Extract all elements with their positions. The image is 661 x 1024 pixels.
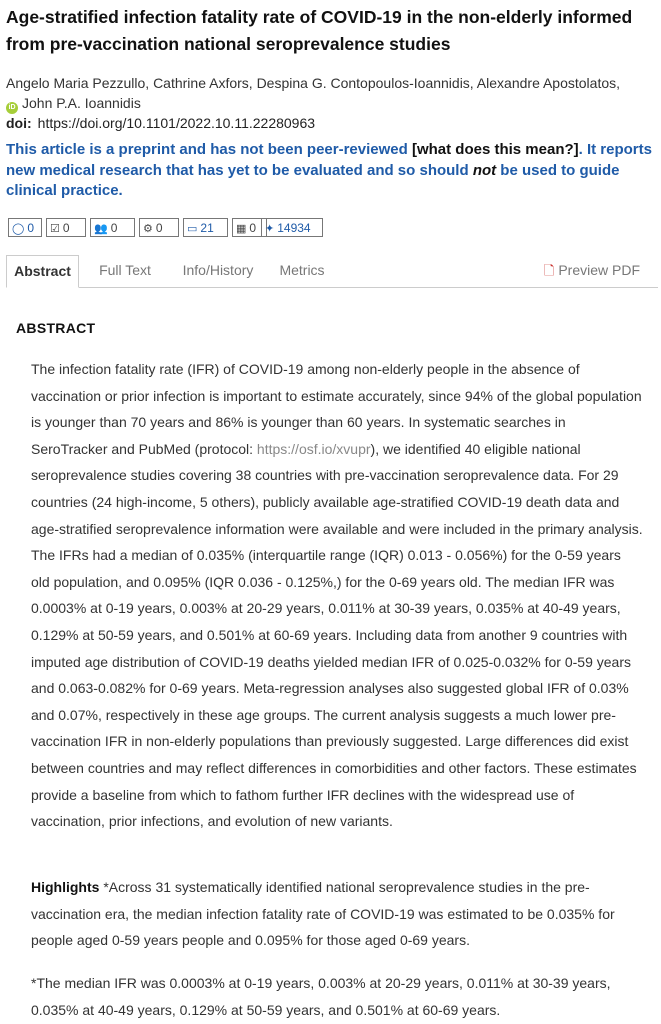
highlights-label: Highlights — [31, 879, 100, 895]
twitter-icon: ✦ — [265, 223, 275, 235]
authors-line-1[interactable]: Angelo Maria Pezzullo, Cathrine Axfors, Despina G. Contopoulos-Ioannidis, Alexandre Apostolatos, — [6, 75, 621, 91]
what-does-this-mean-link[interactable]: [what does this mean?] — [411, 141, 579, 158]
doi-line — [6, 115, 315, 131]
reviews-count: 0 — [62, 221, 70, 235]
preview-pdf-label: Preview PDF — [558, 262, 640, 278]
authors-line-2[interactable]: John P.A. Ioannidis — [22, 95, 141, 111]
notice-part1: This article is a preprint and has not been peer-reviewed — [6, 141, 412, 158]
article-tabs — [6, 255, 658, 288]
monitor-icon: ▭ — [187, 223, 198, 235]
community-counter[interactable] — [90, 218, 135, 237]
twitter-count: 14934 — [277, 221, 311, 235]
video-count: 0 — [249, 221, 257, 235]
notice-part2: . It reports new medical research that has yet to be evaluated and so should — [6, 141, 652, 179]
tab-full-text[interactable]: Full Text — [99, 262, 151, 278]
community-count: 0 — [110, 221, 118, 235]
highlights-text-1: *Across 31 systematically identified national seroprevalence studies in the pre-vaccination era, the median infection fatality rate of COVID-19 was estimated to be 0.035% for people aged 0-59 years people and 0.095% for those aged 0-69 years. — [31, 879, 615, 949]
media-counter[interactable] — [183, 218, 228, 237]
abstract-text-1: The infection fatality rate (IFR) of COVID-19 among non-elderly people in the absence of vaccination or prior infection is important to estimate accurately, since 94% of the global population is younger than 70 years and 86% is younger than 60 years. In systematic searches in SeroTracker and PubMed (protocol: — [31, 361, 642, 457]
doi-link[interactable]: https://doi.org/10.1101/2022.10.11.22280963 — [37, 115, 316, 131]
film-icon: ▦ — [236, 223, 247, 235]
pdf-file-icon: 🗋 — [543, 263, 555, 278]
highlights-paragraph-2: *The median IFR was 0.0003% at 0-19 years, 0.003% at 20-29 years, 0.011% at 30-39 years, 0.035% at 40-49 years, 0.129% at 50-59 years, and 0.501% at 60-69 years. — [31, 975, 611, 1018]
doi-label: doi: — [6, 115, 32, 131]
orcid-icon[interactable]: iD — [6, 102, 18, 114]
tab-info-history[interactable]: Info/History — [182, 262, 254, 278]
notice-emphasis: not — [472, 161, 497, 179]
media-count: 21 — [200, 221, 214, 235]
tab-metrics[interactable]: Metrics — [279, 262, 325, 278]
tab-abstract[interactable]: Abstract — [6, 255, 79, 288]
automated-count: 0 — [155, 221, 163, 235]
abstract-text-2: ), we identified 40 eligible national seroprevalence studies covering 38 countries with pre-vaccination seroprevalence data. For 29 countries (24 high-income, 5 others), publicly available age-stratified COVID-19 death data and age-stratified seroprevalence information were available and were included in the primary analysis. The IFRs had a median of 0.035% (interquartile range (IQR) 0.013 - 0.056%) for the 0-59 years old population, and 0.095% (IQR 0.036 - 0.125%,) for the 0-69 years old. The median IFR was 0.0003% at 0-19 years, 0.003% at 20-29 years, 0.011% at 30-39 years, 0.035% at 40-49 years, 0.129% at 50-59 years, and 0.501% at 60-69 years. Including data from another 9 countries with imputed age distribution of COVID-19 deaths yielded median IFR of 0.025-0.032% for 0-59 years and 0.063-0.082% for 0-69 years. Meta-regression analyses also suggested global IFR of 0.03% and 0.07%, respectively in these age groups. The current analysis suggests a much lower pre-vaccination IFR in non-elderly populations than previously suggested. Large differences did exist between countries and may reflect differences in comorbidities and other factors. These estimates provide a baseline from which to fathom further IFR declines with the widespread use of vaccination, prior infections, and evolution of new variants. — [31, 440, 643, 830]
abstract-body — [31, 356, 643, 835]
notice-part3: be used to guide clinical practice. — [6, 161, 620, 199]
highlights-paragraph — [31, 874, 643, 954]
twitter-counter[interactable] — [261, 218, 323, 237]
reviews-counter[interactable] — [46, 218, 86, 237]
preprint-notice — [6, 140, 658, 202]
article-title: Age-stratified infection fatality rate of COVID-19 in the non-elderly informed from pre-vaccination national seroprevalence studies — [6, 7, 633, 54]
author-list — [6, 73, 656, 114]
users-icon: 👥 — [94, 223, 108, 235]
comments-count: 0 — [27, 221, 34, 235]
check-icon: ☑ — [50, 223, 60, 235]
protocol-link[interactable]: https://osf.io/xvupr — [256, 440, 371, 457]
comments-counter[interactable] — [8, 218, 42, 237]
comment-icon: ◯ — [12, 223, 25, 235]
abstract-heading: ABSTRACT — [16, 320, 96, 336]
preview-pdf-link[interactable] — [544, 255, 640, 286]
automated-counter[interactable] — [139, 218, 179, 237]
gears-icon: ⚙ — [143, 223, 153, 235]
